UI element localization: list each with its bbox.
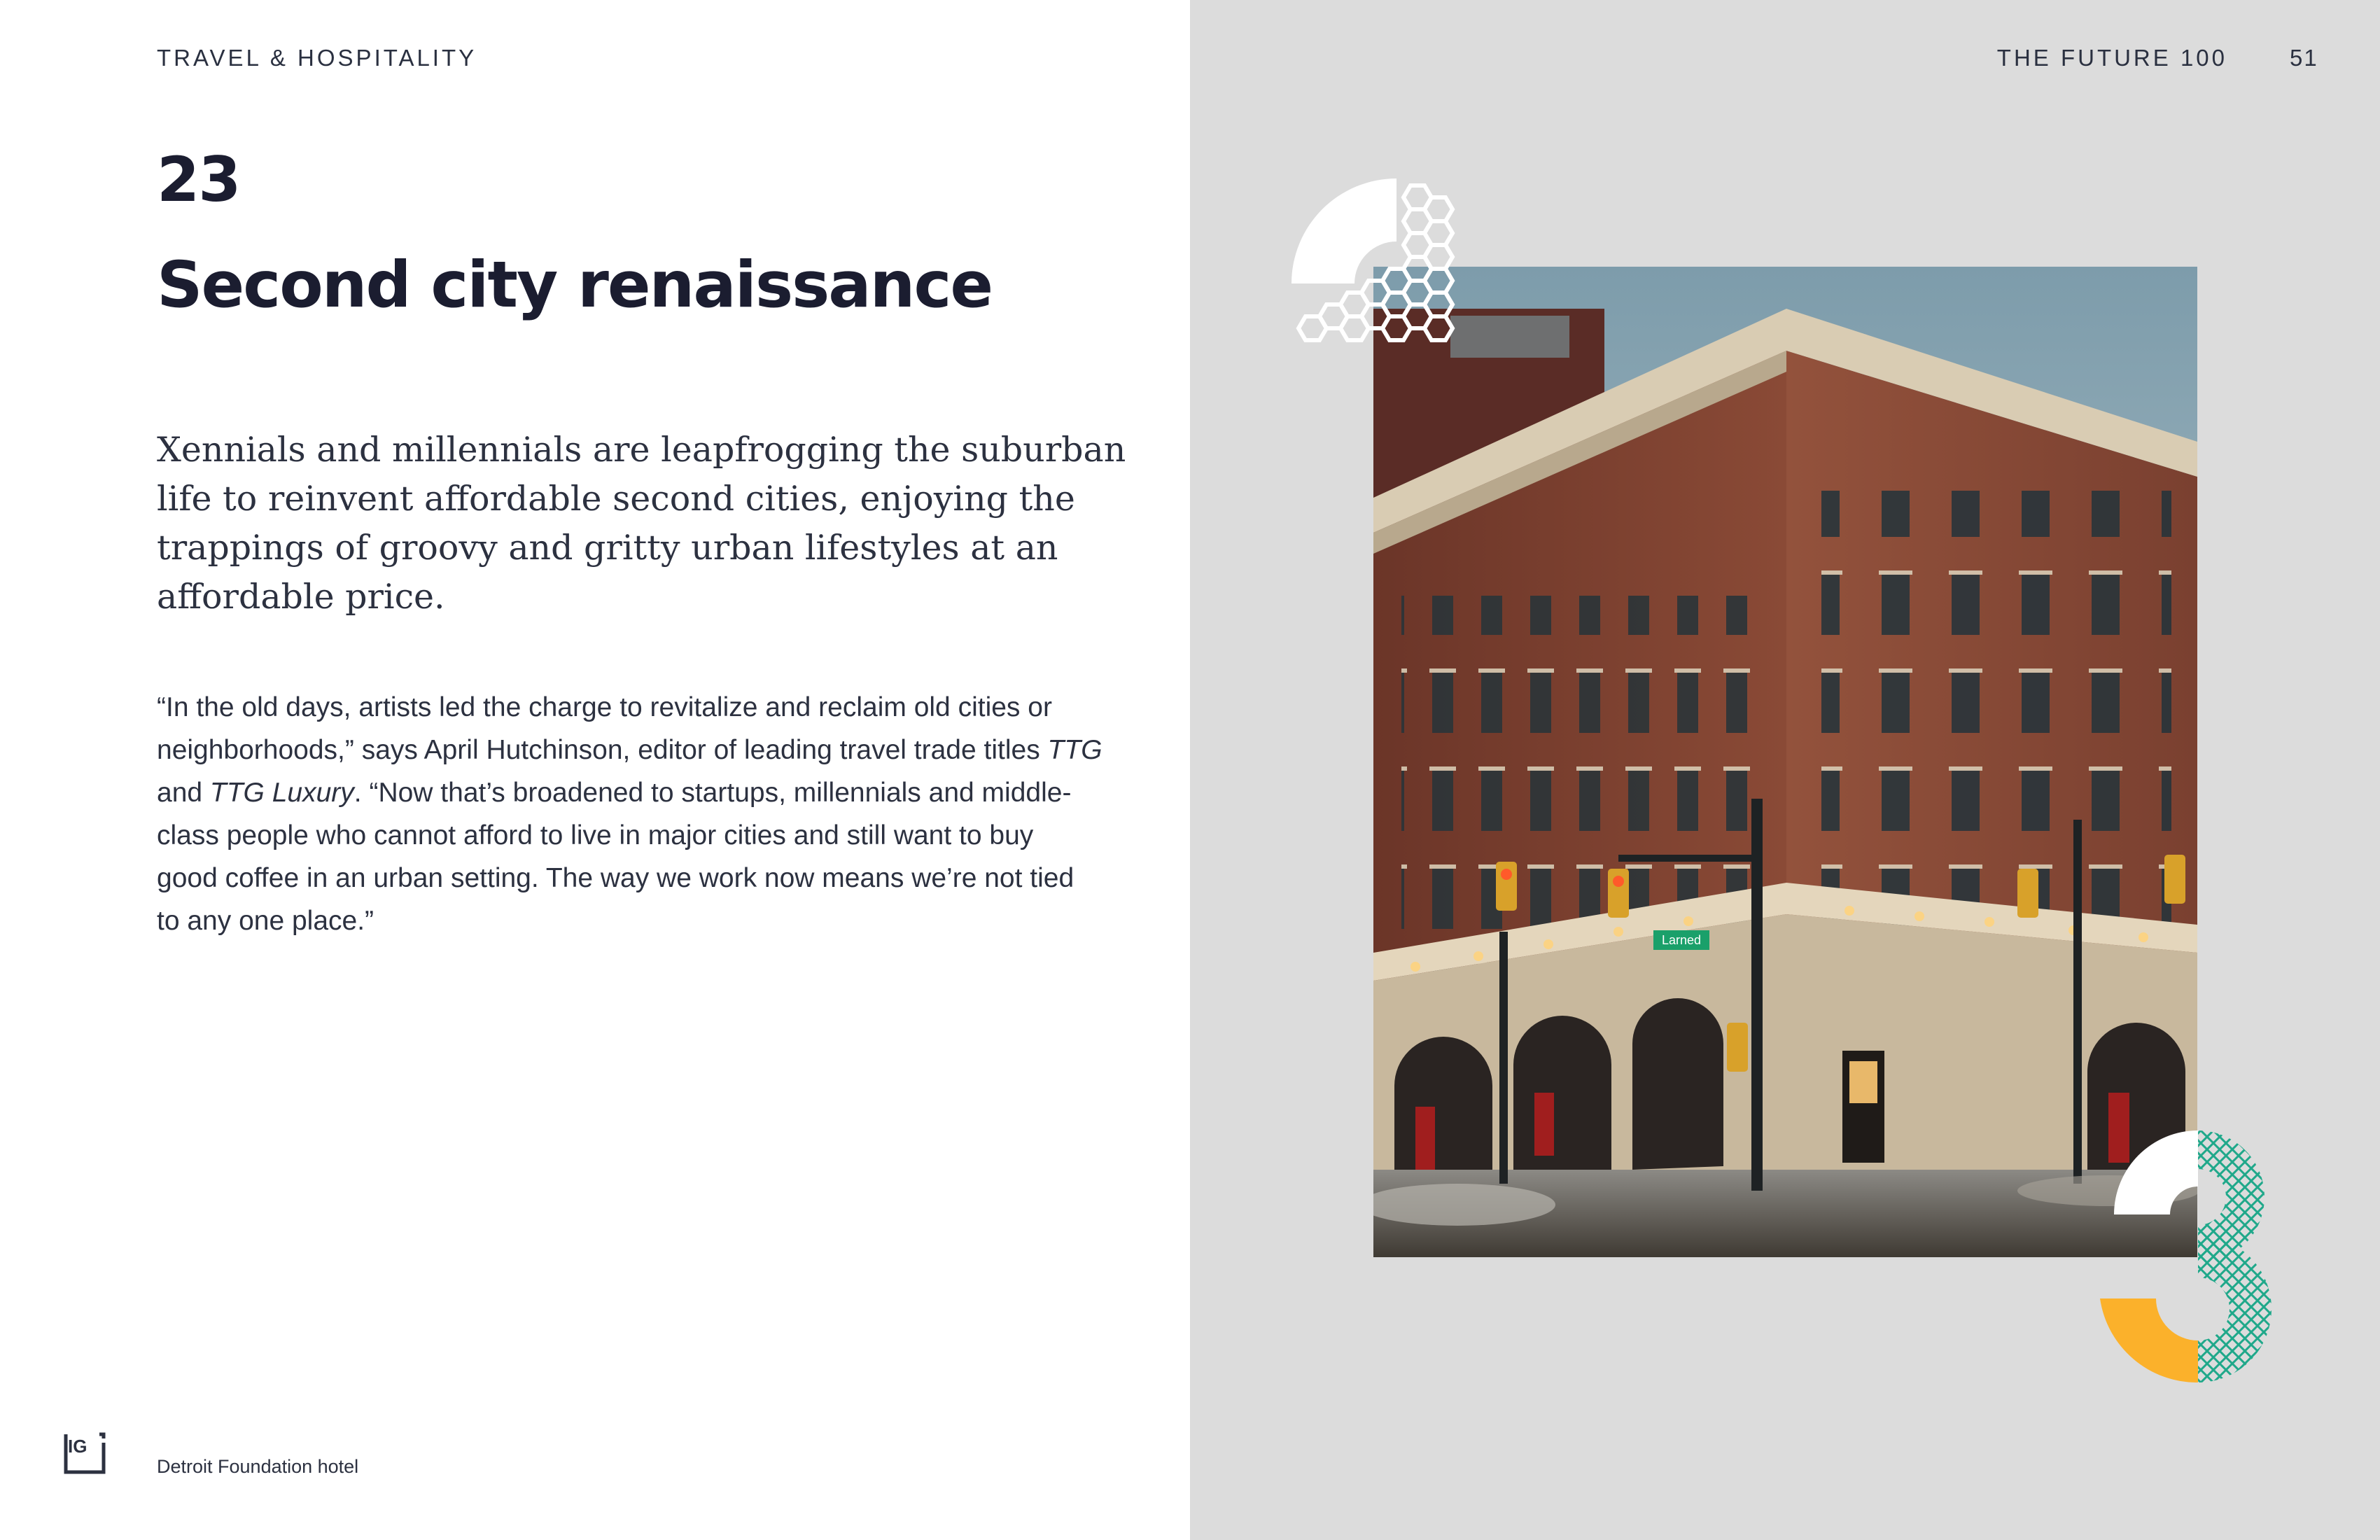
quote-text: neighborhoods,” says April Hutchinson, editor of leading travel trade titles xyxy=(157,735,1048,765)
intro-line: affordable price. xyxy=(157,577,445,617)
hexagon-pattern-decoration xyxy=(1292,178,1474,430)
trend-number: 23 xyxy=(157,144,240,216)
quote-line: to any one place.” xyxy=(157,906,374,936)
hotel-photo xyxy=(1373,267,2197,1257)
intro-line: life to reinvent affordable second cities, enjoying the xyxy=(157,479,1075,519)
ig-logo xyxy=(63,1432,106,1475)
photo-caption: Detroit Foundation hotel xyxy=(157,1456,359,1477)
quote-paragraph xyxy=(157,686,1151,942)
intro-line: trappings of groovy and gritty urban lifestyles at an xyxy=(157,528,1058,568)
publication-name: THE FUTURE 100 xyxy=(1996,45,2227,71)
quote-text: . “Now that’s broadened to startups, millennials and middle- xyxy=(354,778,1072,808)
logo-text: IG xyxy=(68,1436,88,1457)
trend-title: Second city renaissance xyxy=(157,248,993,322)
hotel-illustration xyxy=(1373,267,2197,1257)
street-sign-text: Larned xyxy=(1661,933,1702,947)
quote-line: class people who cannot afford to live in major cities and still want to buy xyxy=(157,820,1034,850)
intro-paragraph xyxy=(157,426,1137,622)
publication-title: TTG xyxy=(1047,735,1102,765)
quote-line: good coffee in an urban setting. The way we work now means we’re not tied xyxy=(157,863,1074,893)
quote-text: and xyxy=(157,778,210,808)
publication-title: TTG Luxury xyxy=(209,778,354,808)
page-number: 51 xyxy=(2290,45,2318,71)
section-label: TRAVEL & HOSPITALITY xyxy=(157,45,477,71)
quote-line: “In the old days, artists led the charge to revitalize and reclaim old cities or xyxy=(157,692,1052,722)
quote-line xyxy=(157,729,1151,771)
number-three-decoration xyxy=(2100,1130,2296,1382)
intro-line: Xennials and millennials are leapfrogging the suburban xyxy=(157,430,1126,470)
quote-line xyxy=(157,771,1151,814)
